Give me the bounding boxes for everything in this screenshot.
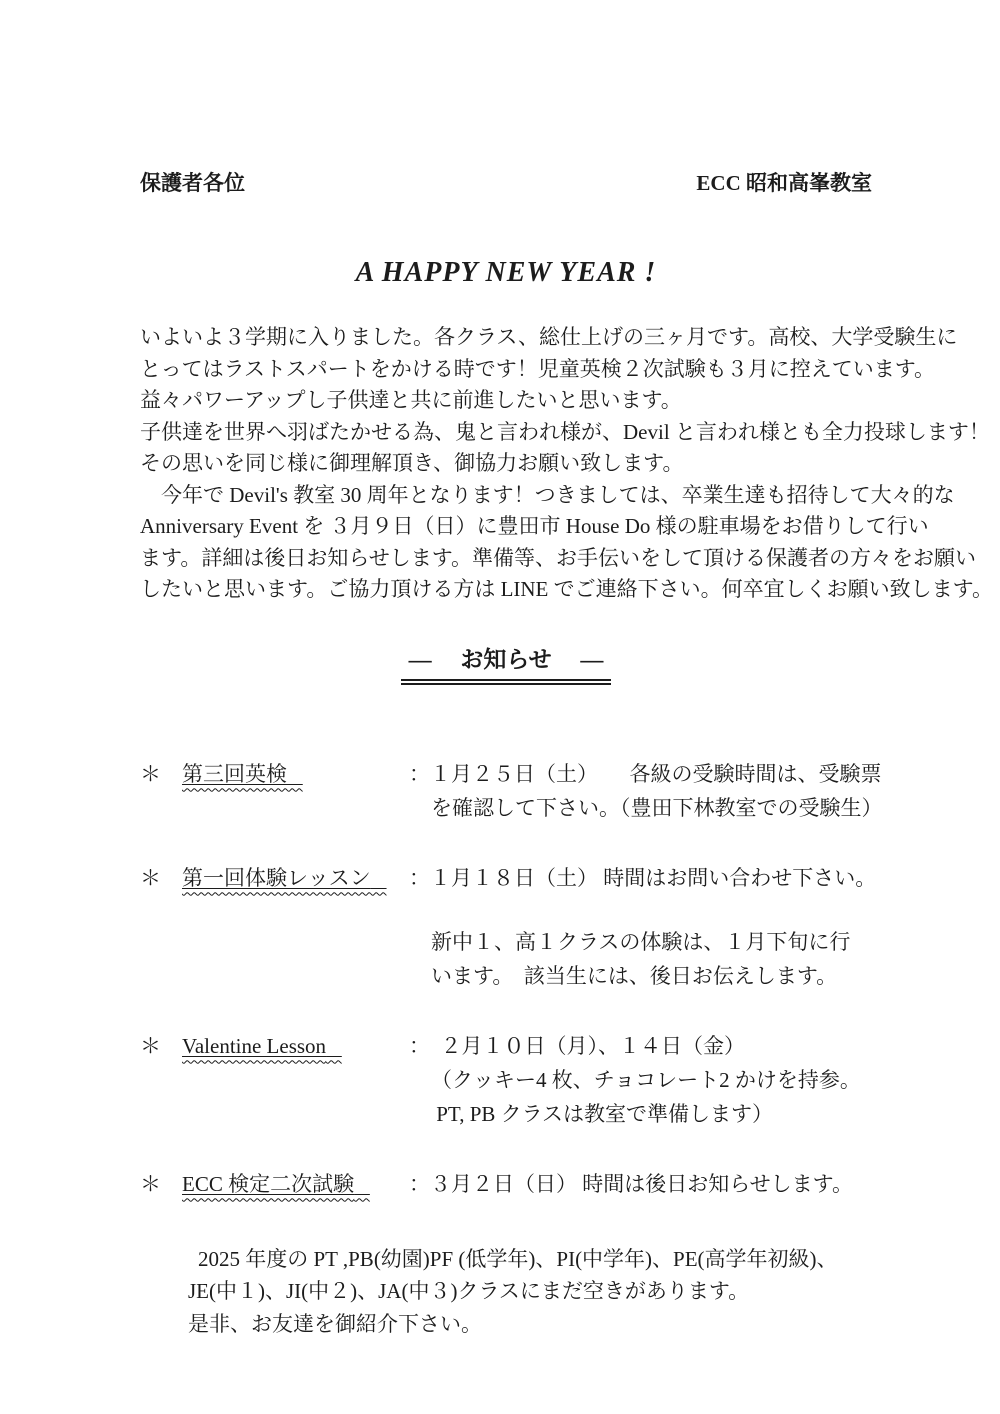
detail-line: ：３月２日（日） 時間は後日お知らせします。 bbox=[409, 1171, 853, 1196]
notice-heading-row bbox=[140, 646, 872, 685]
detail-line: （クッキー4 枚、チョコレート2 かけを持参。 bbox=[431, 1067, 861, 1092]
intro-line: とってはラストスパートをかける時です！児童英検２次試験も３月に控えています。 bbox=[140, 356, 936, 381]
intro-line: 子供達を世界へ羽ばたかせる為、鬼と言われ様が、Devil と言われ様とも全力投球します！ bbox=[140, 419, 990, 444]
detail-line: を確認して下さい。（豊田下林教室での受験生） bbox=[431, 795, 883, 820]
asterisk-marker: ＊ bbox=[140, 865, 161, 890]
intro-line: 益々パワーアップし子供達と共に前進したいと思います。 bbox=[140, 388, 682, 412]
notice-heading: ― お知らせ ― bbox=[401, 646, 612, 685]
notice-item-label: 第三回英検 bbox=[182, 761, 287, 786]
detail-line: ：１月１８日（土） 時間はお問い合わせ下さい。 bbox=[409, 865, 877, 890]
closing-paragraph bbox=[140, 1243, 872, 1341]
notice-item-label: 第一回体験レッスン bbox=[182, 865, 371, 890]
intro-line: したいと思います。ご協力頂ける方は LINE でご連絡下さい。何卒宜しくお願い致します。 bbox=[140, 577, 993, 601]
notice-item-detail bbox=[409, 861, 876, 993]
detail-line: ：１月２５日（土） 各級の受験時間は、受験票 bbox=[409, 761, 882, 786]
notice-item-detail bbox=[409, 1167, 872, 1201]
recipient-label: 保護者各位 bbox=[140, 171, 245, 195]
trial-lesson-note bbox=[409, 925, 876, 993]
document-header bbox=[140, 170, 872, 196]
detail-line: います。 該当生には、後日お伝えします。 bbox=[431, 963, 838, 988]
detail-line: 新中１、高１クラスの体験は、１月下旬に行 bbox=[431, 929, 851, 954]
notice-item-label: Valentine Lesson bbox=[182, 1033, 327, 1058]
notice-item-eiken bbox=[140, 757, 883, 825]
notice-items bbox=[140, 757, 883, 1201]
notice-item-detail bbox=[409, 1029, 872, 1131]
intro-line: Anniversary Event を ３月９日（日）に豊田市 House Do 様の駐車場をお借りして行い bbox=[140, 514, 929, 538]
intro-line: その思いを同じ様に御理解頂き、御協力お願い致します。 bbox=[140, 451, 684, 475]
sender-label: ECC 昭和高峯教室 bbox=[696, 171, 872, 195]
intro-line: ます。詳細は後日お知らせします。準備等、お手伝いをして頂ける保護者の方々をお願い bbox=[140, 545, 977, 570]
notice-item-trial-lesson bbox=[140, 861, 877, 993]
asterisk-marker: ＊ bbox=[140, 761, 161, 786]
closing-line: 2025 年度の PT ,PB(幼園)PF (低学年)、PI(中学年)、PE(高学年初級)、 bbox=[198, 1246, 838, 1271]
notice-item-ecc-exam bbox=[140, 1167, 872, 1201]
asterisk-marker: ＊ bbox=[140, 1171, 161, 1196]
notice-item-valentine bbox=[140, 1029, 872, 1131]
closing-line: JE(中１)、JI(中２)、JA(中３)クラスにまだ空きがあります。 bbox=[188, 1279, 750, 1303]
asterisk-marker: ＊ bbox=[140, 1033, 161, 1058]
closing-line: 是非、お友達を御紹介下さい。 bbox=[188, 1311, 482, 1336]
notice-item-detail bbox=[409, 757, 883, 825]
intro-paragraph bbox=[140, 322, 993, 606]
detail-line: ： ２月１０日（月）、１４日（金） bbox=[409, 1033, 745, 1058]
document-title: A HAPPY NEW YEAR ! bbox=[355, 257, 657, 288]
notice-item-label: ECC 検定二次試験 bbox=[182, 1171, 355, 1196]
detail-line: PT, PB クラスは教室で準備します） bbox=[431, 1101, 774, 1126]
intro-line: いよいよ３学期に入りました。各クラス、総仕上げの三ヶ月です。高校、大学受験生に bbox=[140, 325, 958, 349]
intro-line: 今年で Devil's 教室 30 周年となります！つきましては、卒業生達も招待して大々的な bbox=[140, 482, 955, 507]
